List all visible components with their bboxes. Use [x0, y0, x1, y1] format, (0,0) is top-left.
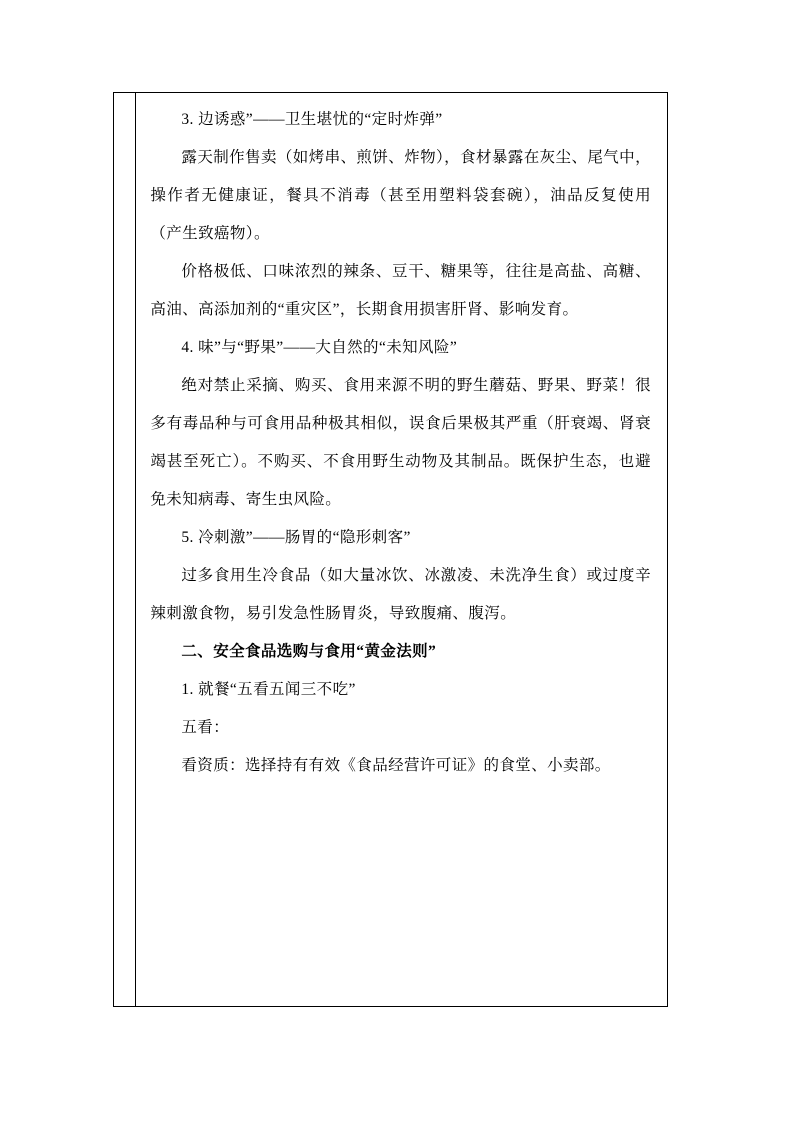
paragraph-7: 过多食用生冷食品（如大量冰饮、冰激凌、未洗净生食）或过度辛辣刺激食物，易引发急性肠胃炎，导致腹痛、腹泻。	[150, 567, 651, 622]
paragraph-6: 5. 冷刺激”——肠胃的“隐形刺客”	[181, 529, 411, 546]
paragraph-9: 1. 就餐“五看五闻三不吃”	[181, 681, 356, 698]
paragraph-2: 露天制作售卖（如烤串、煎饼、炸物），食材暴露在灰尘、尾气中，操作者无健康证，餐具不消毒（甚至用塑料袋套碗），油品反复使用（产生致癌物）。	[150, 149, 651, 242]
paragraph-1: 3. 边诱惑”——卫生堪忧的“定时炸弹”	[181, 111, 443, 128]
paragraph-3: 价格极低、口味浓烈的辣条、豆干、糖果等，往往是高盐、高糖、高油、高添加剂的“重灾区”，长期食用损害肝肾、影响发育。	[150, 263, 651, 318]
section-heading-2: 二、安全食品选购与食用“黄金法则”	[181, 643, 437, 660]
paragraph-4: 4. 味”与“野果”——大自然的“未知风险”	[181, 339, 458, 356]
paragraph-5: 绝对禁止采摘、购买、食用来源不明的野生蘑菇、野果、野菜！很多有毒品种与可食用品种极其相似，误食后果极其严重（肝衰竭、肾衰竭甚至死亡）。不购买、不食用野生动物及其制品。既保护生态，也避免未知病毒、寄生虫风险。	[150, 377, 651, 508]
paragraph-10: 五看：	[181, 719, 230, 736]
table-column-main	[136, 93, 667, 1006]
paragraph-11: 看资质：选择持有有效《食品经营许可证》的食堂、小卖部。	[181, 757, 611, 774]
content-table	[113, 92, 668, 1007]
table-column-left	[114, 93, 136, 1006]
